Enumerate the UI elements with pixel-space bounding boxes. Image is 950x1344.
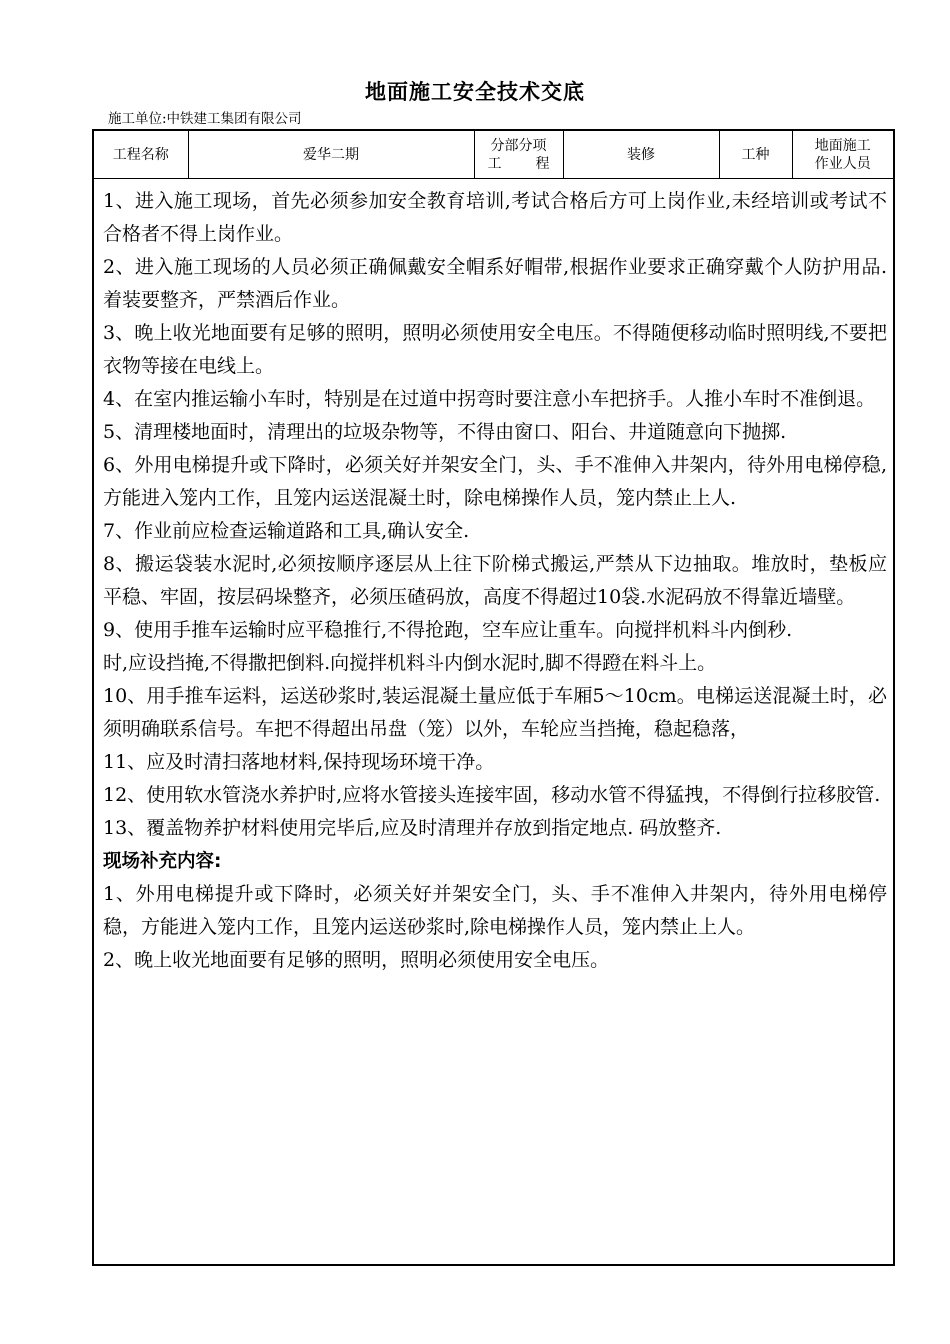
item-7: 7、作业前应检查运输道路和工具,确认安全. — [103, 520, 470, 542]
item-9-continued: 时,应设挡掩,不得撒把倒料.向搅拌机料斗内倒水泥时,脚不得蹬在料斗上。 — [103, 652, 717, 674]
project-name-label: 工程名称 — [94, 131, 188, 179]
document-title: 地面施工安全技术交底 — [365, 80, 585, 104]
trade-value — [792, 131, 893, 179]
item-4: 4、在室内推运输小车时，特别是在过道中拐弯时要注意小车把挤手。人推小车时不准倒退。 — [103, 388, 876, 410]
subpart-value: 装修 — [563, 131, 719, 179]
subpart-label-line2a: 工 — [487, 155, 502, 172]
subpart-label-line2 — [488, 155, 550, 173]
subpart-label-line1: 分部分项 — [490, 137, 547, 154]
supplement-heading: 现场补充内容: — [103, 851, 222, 872]
header-table — [94, 131, 893, 179]
item-13: 13、覆盖物养护材料使用完毕后,应及时清理并存放到指定地点. 码放整齐. — [103, 817, 722, 839]
trade-value-line1: 地面施工 — [814, 137, 871, 154]
item-12: 12、使用软水管浇水养护时,应将水管接头连接牢固，移动水管不得猛拽，不得倒行拉移胶管. — [103, 784, 881, 806]
item-1: 1、进入施工现场，首先必须参加安全教育培训,考试合格后方可上岗作业,未经培训或考试不合格者不得上岗作业。 — [103, 190, 887, 245]
item-11: 11、应及时清扫落地材料,保持现场环境干净。 — [103, 751, 495, 773]
item-6: 6、外用电梯提升或下降时，必须关好并架安全门，头、手不准伸入井架内，待外用电梯停稳,方能进入笼内工作，且笼内运送混凝土时，除电梯操作人员，笼内禁止上人. — [103, 454, 887, 509]
subpart-label-line2b: 程 — [535, 155, 550, 172]
disclosure-form — [92, 129, 895, 1266]
trade-value-line2: 作业人员 — [814, 155, 871, 172]
supplement-item-1: 1、外用电梯提升或下降时，必须关好并架安全门，头、手不准伸入井架内，待外用电梯停稳，方能进入笼内工作，且笼内运送砂浆时,除电梯操作人员，笼内禁止上人。 — [103, 883, 887, 938]
item-8: 8、搬运袋装水泥时,必须按顺序逐层从上往下阶梯式搬运,严禁从下边抽取。堆放时，垫板应平稳、牢固，按层码垛整齐，必须压碴码放，高度不得超过10袋.水泥码放不得靠近墙壁。 — [103, 553, 887, 608]
item-10: 10、用手推车运料，运送砂浆时,装运混凝土量应低于车厢5～10cm。电梯运送混凝土时，必须明确联系信号。车把不得超出吊盘（笼）以外，车轮应当挡掩，稳起稳落， — [103, 685, 887, 740]
supplement-item-2: 2、晚上收光地面要有足够的照明，照明必须使用安全电压。 — [103, 949, 610, 971]
trade-label: 工种 — [719, 131, 792, 179]
project-name-value: 爱华二期 — [188, 131, 474, 179]
item-9: 9、使用手推车运输时应平稳推行,不得抢跑，空车应让重车。向搅拌机料斗内倒秒. — [103, 619, 793, 641]
construction-unit-label: 施工单位:中铁建工集团有限公司 — [108, 111, 302, 127]
subpart-label — [474, 131, 563, 179]
item-3: 3、晚上收光地面要有足够的照明，照明必须使用安全电压。不得随便移动临时照明线,不要把衣物等接在电线上。 — [103, 322, 887, 377]
item-5: 5、清理楼地面时，清理出的垃圾杂物等，不得由窗口、阳台、井道随意向下抛掷. — [103, 421, 787, 443]
header-row — [94, 131, 893, 179]
disclosure-content — [103, 185, 887, 977]
item-2: 2、进入施工现场的人员必须正确佩戴安全帽系好帽带,根据作业要求正确穿戴个人防护用品.着装要整齐，严禁酒后作业。 — [103, 256, 887, 311]
